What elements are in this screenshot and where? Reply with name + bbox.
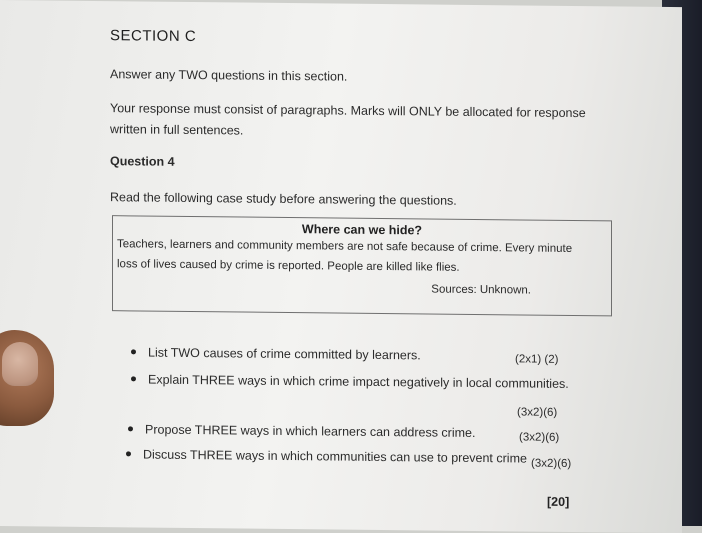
bullet-dot-icon [126,451,131,456]
list-item: Propose THREE ways in which learners can address crime. [145,422,476,440]
list-item: List TWO causes of crime committed by learners. [148,345,421,363]
section-title: SECTION C [110,27,197,46]
marks-label: (3x2)(6) [519,431,560,444]
marks-label: (3x2)(6) [517,406,558,419]
total-marks: [20] [547,494,570,509]
bullet-dot-icon [128,426,133,431]
case-study-text: loss of lives caused by crime is reported. People are killed like flies. [117,258,460,274]
list-item: Explain THREE ways in which crime impact negatively in local communities. [148,372,569,391]
bullet-dot-icon [131,349,136,354]
read-case-instruction: Read the following case study before answering the questions. [110,190,457,208]
case-study-title: Where can we hide? [301,222,423,238]
bullet-dot-icon [131,376,136,381]
case-study-source: Sources: Unknown. [431,283,531,297]
instruction-line: Answer any TWO questions in this section. [110,67,348,84]
marks-label: (3x2)(6) [531,457,572,470]
list-item: Discuss THREE ways in which communities can use to prevent crime [143,447,527,466]
instruction-line: Your response must consist of paragraphs. Marks will ONLY be allocated for response [110,101,586,121]
marks-label: (2x1) (2) [515,353,559,366]
question-heading: Question 4 [110,154,175,169]
instruction-line: written in full sentences. [110,122,244,138]
case-study-text: Teachers, learners and community members are not safe because of crime. Every minute [117,238,573,255]
case-study-box [112,215,612,316]
finger-nail [2,342,38,386]
